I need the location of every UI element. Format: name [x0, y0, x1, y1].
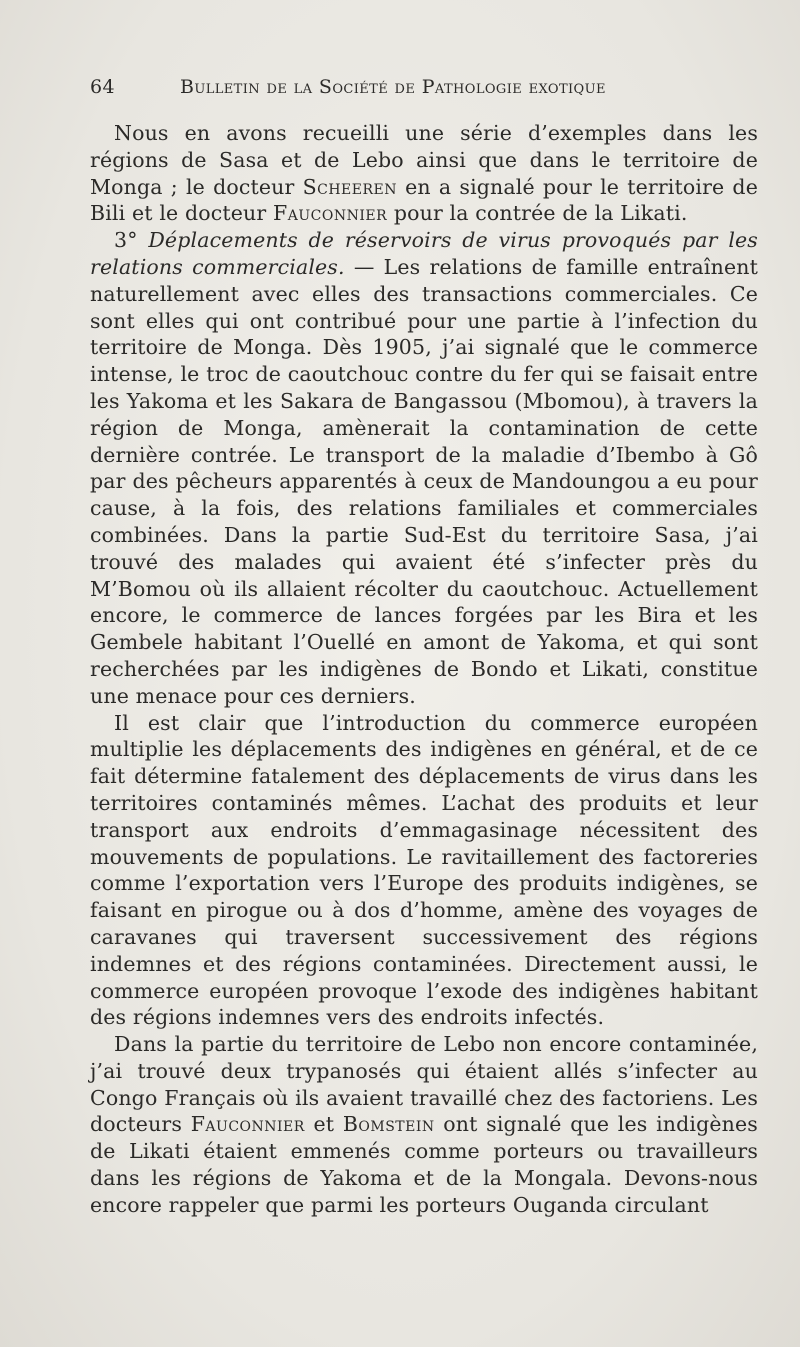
author-name: Bomstein [342, 1112, 435, 1137]
page-number: 64 [90, 76, 115, 98]
running-title: Bulletin de la Société de Pathologie exotique [180, 76, 606, 98]
text-span: en a signalé pour le territoire de Bili et le docteur [90, 174, 758, 226]
text-span: et [304, 1112, 343, 1137]
page-header [90, 76, 730, 110]
paragraph-2 [90, 227, 758, 709]
author-name: Fauconnier [273, 201, 388, 226]
text-span: Nous en avons recueilli une série d’exemples dans les régions de Sasa et de Lebo ainsi que dans le territoire de Monga ; le docteur [90, 121, 758, 199]
text-span: pour la contrée de la Likati. [387, 201, 688, 226]
section-heading: Déplacements de réservoirs de virus provoqués par les relations commerciales. [90, 228, 758, 279]
paragraph-1 [90, 120, 758, 227]
paragraph-4 [90, 1031, 758, 1219]
text-span: — Les relations de famille entraînent naturellement avec elles des transactions commerciales. Ce sont elles qui ont contribué pour une partie à l’infection du territoire de Monga. Dès 1905, j’ai signalé que le commerce intense, le troc de caoutchouc contre du fer qui se faisait entre les Yakoma et les Sakara de Bangassou (Mbomou), à travers la région de Monga, amènerait la contamination de cette dernière contrée. Le transport de la maladie d’Ibembo à Gô par des pêcheurs apparentés à ceux de Mandoungou a eu pour cause, à la fois, des relations familiales et commerciales combinées. Dans la partie Sud-Est du territoire Sasa, j’ai trouvé des malades qui avaient été s’infecter près du M’Bomou où ils allaient récolter du caoutchouc. Actuellement encore, le commerce de lances forgées par les Bira et les Gembele habitant l’Ouellé en amont de Yakoma, et qui sont recherchées par les indigènes de Bondo et Likati, constitue une menace pour ces derniers. [90, 254, 758, 708]
paragraph-3 [90, 710, 758, 1032]
author-name: Scheeren [302, 174, 397, 199]
text-span: Dans la partie du territoire de Lebo non encore contaminée, j’ai trouvé deux trypanosés qui étaient allés s’infecter au Congo Français où ils avaient travaillé chez des factoriens. Les docteurs [90, 1032, 758, 1137]
text-span: Il est clair que l’introduction du commerce européen multiplie les déplacements des indigènes en général, et de ce fait détermine fatalement des déplacements de virus dans les territoires contaminés mêmes. L’achat des produits et leur transport aux endroits d’emmagasinage nécessitent des mouvements de populations. Le ravitaillement des factoreries comme l’exportation vers l’Europe des produits indigènes, se faisant en pirogue ou à dos d’homme, amène des voyages de caravanes qui traversent successivement des régions indemnes et des régions contaminées. Directement aussi, le commerce européen provoque l’exode des indigènes habitant des régions indemnes vers des endroits infectés. [90, 710, 758, 1030]
section-number: 3° [114, 228, 149, 253]
author-name: Fauconnier [190, 1112, 305, 1137]
text-span: ont signalé que les indigènes de Likati étaient emmenés comme porteurs ou travailleurs dans les régions de Yakoma et de la Mongala. Devons-nous encore rappeler que parmi les porteurs Ouganda circulant [90, 1112, 758, 1217]
body-text [90, 120, 758, 1219]
